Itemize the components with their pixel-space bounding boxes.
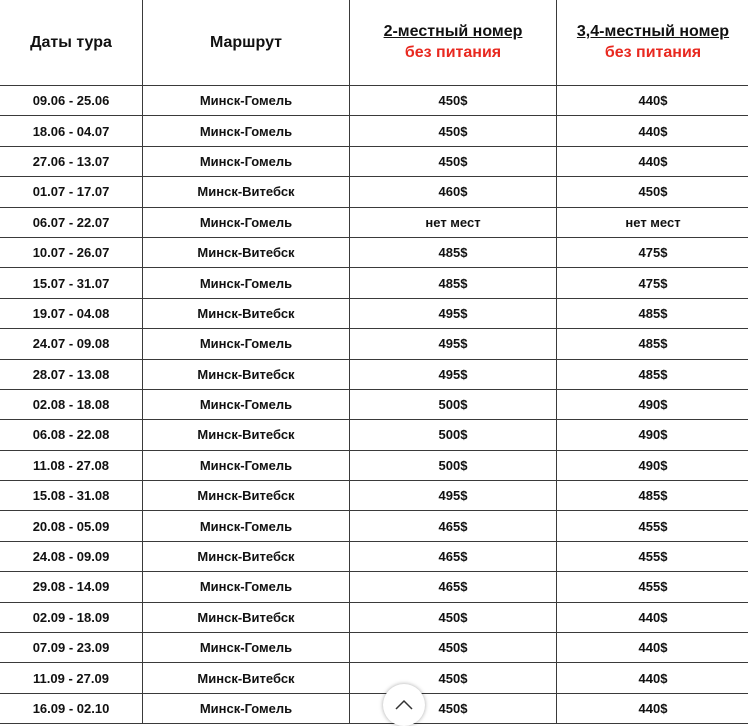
cell-triple-price: 485$ [557,481,748,511]
cell-route: Минск-Гомель [143,207,350,237]
cell-route: Минск-Витебск [143,481,350,511]
cell-dates: 20.08 - 05.09 [0,511,143,541]
cell-route: Минск-Гомель [143,116,350,146]
table-row [0,693,748,723]
double-room-meal-note: без питания [350,44,556,62]
cell-route: Минск-Гомель [143,511,350,541]
table-body [0,86,748,724]
cell-triple-price: 485$ [557,329,748,359]
header-row [0,0,748,86]
cell-dates: 06.08 - 22.08 [0,420,143,450]
cell-double-price: 495$ [350,329,557,359]
cell-route: Минск-Витебск [143,541,350,571]
cell-route: Минск-Витебск [143,359,350,389]
cell-dates: 28.07 - 13.08 [0,359,143,389]
cell-dates: 06.07 - 22.07 [0,207,143,237]
cell-triple-price: 455$ [557,572,748,602]
table-row [0,177,748,207]
table-row [0,663,748,693]
cell-double-price: 485$ [350,237,557,267]
cell-dates: 11.09 - 27.09 [0,663,143,693]
cell-dates: 01.07 - 17.07 [0,177,143,207]
cell-route: Минск-Витебск [143,663,350,693]
cell-route: Минск-Витебск [143,420,350,450]
cell-route: Минск-Гомель [143,693,350,723]
cell-triple-price: 455$ [557,511,748,541]
table-row [0,237,748,267]
cell-route: Минск-Гомель [143,450,350,480]
cell-route: Минск-Гомель [143,146,350,176]
table-row [0,633,748,663]
double-room-link[interactable]: 2-местный номер [384,23,523,40]
cell-double-price: 450$ [350,663,557,693]
cell-double-price: 495$ [350,481,557,511]
cell-route: Минск-Витебск [143,237,350,267]
table-row [0,541,748,571]
cell-triple-price: нет мест [557,207,748,237]
table-header [0,0,748,86]
cell-double-price: 485$ [350,268,557,298]
cell-triple-price: 490$ [557,420,748,450]
cell-dates: 16.09 - 02.10 [0,693,143,723]
cell-triple-price: 490$ [557,450,748,480]
cell-triple-price: 455$ [557,541,748,571]
cell-double-price: 460$ [350,177,557,207]
cell-double-price: 450$ [350,146,557,176]
cell-double-price: 450$ [350,116,557,146]
cell-double-price: 495$ [350,359,557,389]
header-double-room [350,0,557,86]
triple-room-meal-note: без питания [557,44,748,62]
cell-triple-price: 440$ [557,86,748,116]
table-row [0,116,748,146]
cell-dates: 09.06 - 25.06 [0,86,143,116]
cell-dates: 02.08 - 18.08 [0,389,143,419]
table-row [0,602,748,632]
table-row [0,268,748,298]
cell-double-price: 450$ [350,693,557,723]
header-dates-label: Даты тура [30,34,112,51]
chevron-up-icon [394,699,414,711]
cell-double-price: 500$ [350,420,557,450]
cell-dates: 18.06 - 04.07 [0,116,143,146]
cell-double-price: 450$ [350,602,557,632]
cell-dates: 11.08 - 27.08 [0,450,143,480]
cell-route: Минск-Гомель [143,572,350,602]
cell-route: Минск-Витебск [143,602,350,632]
cell-route: Минск-Гомель [143,633,350,663]
header-route [143,0,350,86]
cell-dates: 24.07 - 09.08 [0,329,143,359]
cell-dates: 15.08 - 31.08 [0,481,143,511]
cell-triple-price: 475$ [557,268,748,298]
cell-triple-price: 485$ [557,298,748,328]
table-row [0,481,748,511]
cell-dates: 02.09 - 18.09 [0,602,143,632]
table-row [0,420,748,450]
cell-triple-price: 485$ [557,359,748,389]
table-row [0,298,748,328]
cell-route: Минск-Гомель [143,389,350,419]
cell-dates: 19.07 - 04.08 [0,298,143,328]
cell-triple-price: 440$ [557,663,748,693]
scroll-to-top-button[interactable] [383,684,425,726]
table-row [0,329,748,359]
cell-route: Минск-Гомель [143,86,350,116]
cell-double-price: 465$ [350,572,557,602]
cell-triple-price: 475$ [557,237,748,267]
table-row [0,207,748,237]
cell-route: Минск-Витебск [143,298,350,328]
cell-triple-price: 440$ [557,146,748,176]
table-row [0,511,748,541]
cell-double-price: 465$ [350,541,557,571]
cell-route: Минск-Витебск [143,177,350,207]
cell-route: Минск-Гомель [143,329,350,359]
cell-double-price: нет мест [350,207,557,237]
table-row [0,450,748,480]
cell-triple-price: 440$ [557,693,748,723]
table-row [0,146,748,176]
table-row [0,359,748,389]
cell-triple-price: 450$ [557,177,748,207]
cell-double-price: 495$ [350,298,557,328]
table-row [0,86,748,116]
cell-double-price: 450$ [350,633,557,663]
cell-triple-price: 440$ [557,602,748,632]
cell-triple-price: 440$ [557,116,748,146]
header-route-label: Маршрут [210,34,282,51]
cell-dates: 07.09 - 23.09 [0,633,143,663]
cell-double-price: 450$ [350,86,557,116]
cell-dates: 10.07 - 26.07 [0,237,143,267]
header-dates [0,0,143,86]
cell-route: Минск-Гомель [143,268,350,298]
cell-double-price: 465$ [350,511,557,541]
triple-room-link[interactable]: 3,4-местный номер [577,23,729,40]
cell-dates: 27.06 - 13.07 [0,146,143,176]
table-row [0,389,748,419]
cell-double-price: 500$ [350,389,557,419]
cell-dates: 15.07 - 31.07 [0,268,143,298]
cell-dates: 29.08 - 14.09 [0,572,143,602]
cell-triple-price: 440$ [557,633,748,663]
cell-dates: 24.08 - 09.09 [0,541,143,571]
cell-triple-price: 490$ [557,389,748,419]
cell-double-price: 500$ [350,450,557,480]
header-triple-room [557,0,748,86]
table-row [0,572,748,602]
